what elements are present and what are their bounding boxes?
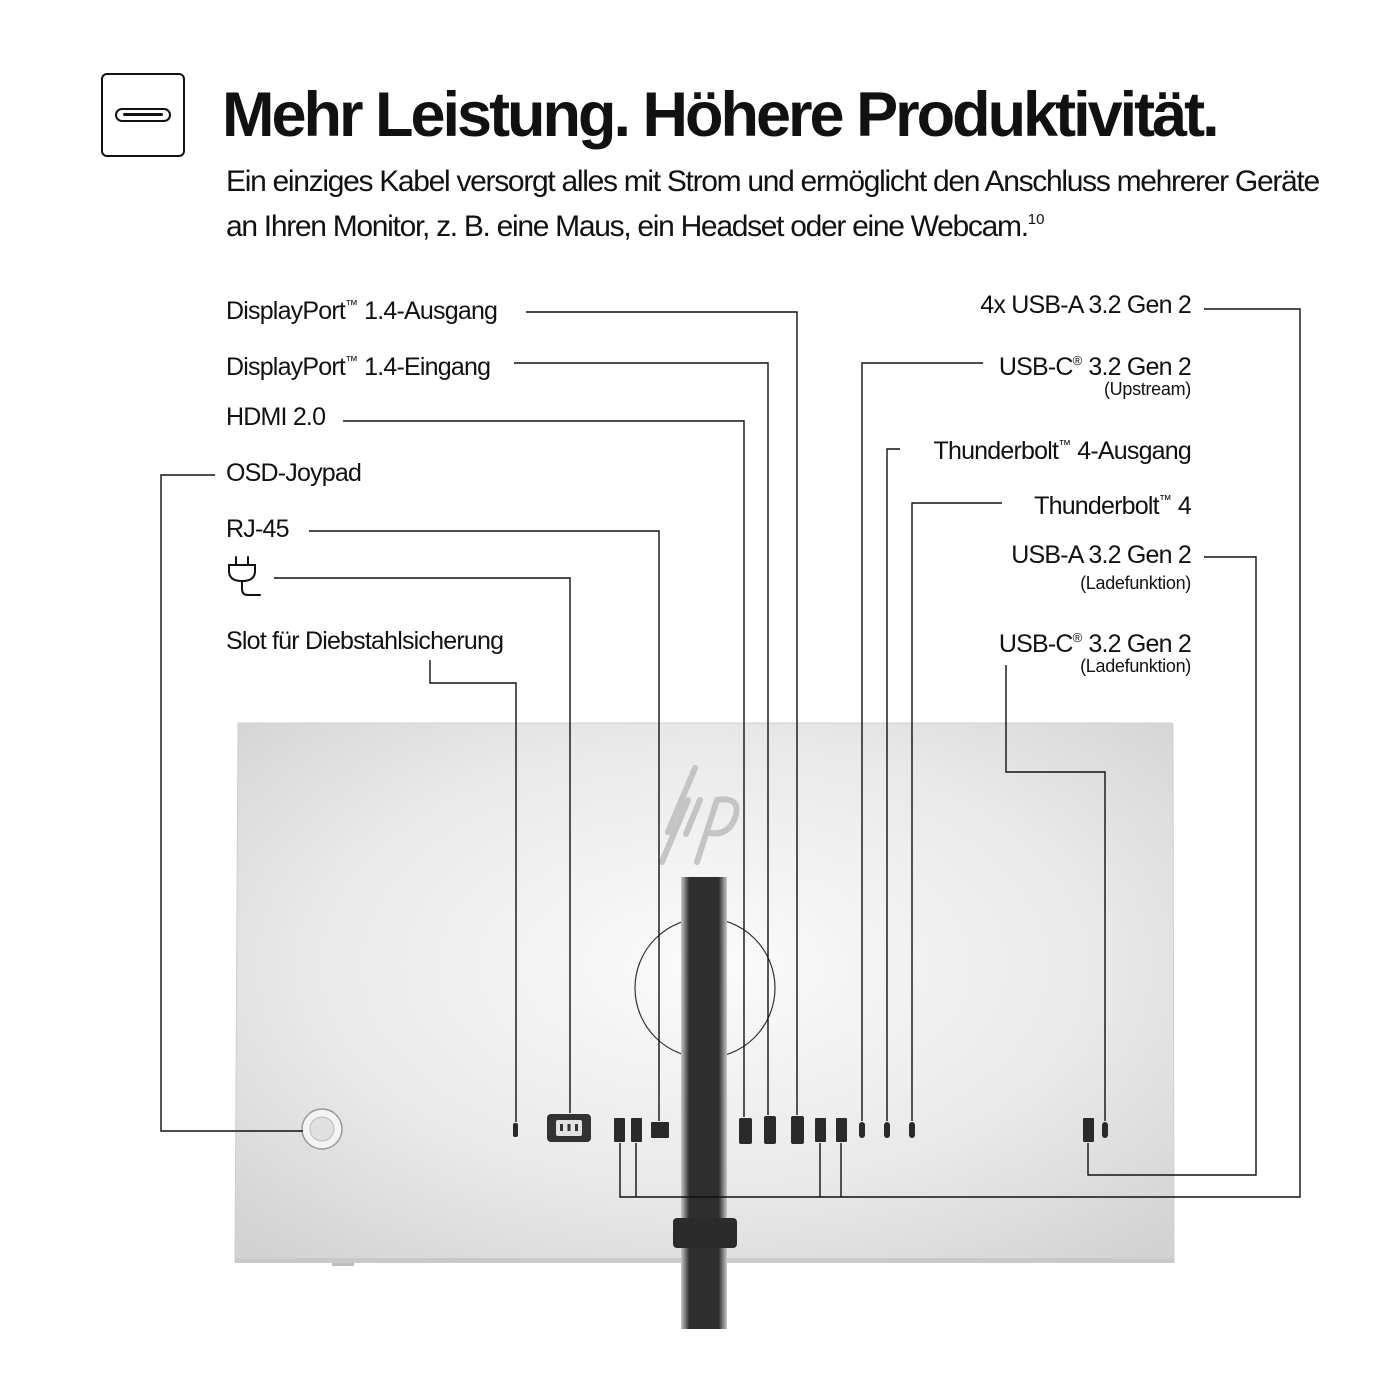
label-dp-in: DisplayPort™ 1.4-Eingang <box>226 353 491 381</box>
label-thunderbolt-out: Thunderbolt™ 4-Ausgang <box>933 437 1191 465</box>
usb-a-port-3 <box>815 1118 826 1142</box>
label-lock-slot: Slot für Diebstahlsicherung <box>226 627 504 655</box>
page-title: Mehr Leistung. Höhere Produktivität. <box>222 80 1217 150</box>
sublabel-usbc-charge: (Ladefunktion) <box>1080 656 1191 676</box>
usb-a-port-2 <box>631 1118 642 1142</box>
osd-joypad <box>302 1109 342 1149</box>
thunderbolt-port <box>909 1122 915 1138</box>
label-usba-4x: 4x USB-A 3.2 Gen 2 <box>980 291 1191 319</box>
usb-c-charge-port <box>1102 1122 1108 1138</box>
label-rj45: RJ-45 <box>226 515 289 543</box>
label-hdmi: HDMI 2.0 <box>226 403 326 431</box>
dp-in-port <box>764 1116 776 1144</box>
subtitle-footnote: 10 <box>1027 211 1045 228</box>
sublabel-usba-charge: (Ladefunktion) <box>1080 573 1191 593</box>
label-thunderbolt: Thunderbolt™ 4 <box>1034 492 1191 520</box>
label-dp-out: DisplayPort™ 1.4-Ausgang <box>226 297 498 325</box>
usb-a-port-1 <box>614 1118 625 1142</box>
label-osd-joypad: OSD-Joypad <box>226 459 362 487</box>
thunderbolt-out-port <box>884 1122 890 1138</box>
lock-slot-port <box>513 1123 518 1137</box>
subtitle-text: Ein einziges Kabel versorgt alles mit Strom und ermöglicht den Anschluss mehrerer Geräte an Ihren Monitor, z. B. eine Maus, ein Headset oder eine Webcam. <box>226 165 1319 243</box>
hdmi-port <box>739 1118 752 1144</box>
sublabel-upstream: (Upstream) <box>1103 379 1191 399</box>
label-usba-charge: USB-A 3.2 Gen 2 <box>1011 541 1191 569</box>
label-usbc-upstream: USB-C® 3.2 Gen 2 <box>998 353 1191 381</box>
rj45-port <box>651 1122 669 1138</box>
label-usbc-charge: USB-C® 3.2 Gen 2 <box>998 630 1191 658</box>
usb-a-charge-port <box>1083 1118 1094 1142</box>
power-plug-icon <box>226 555 262 599</box>
usb-a-port-4 <box>836 1118 847 1142</box>
dp-out-port <box>791 1116 804 1144</box>
usb-c-upstream-port <box>859 1122 865 1138</box>
